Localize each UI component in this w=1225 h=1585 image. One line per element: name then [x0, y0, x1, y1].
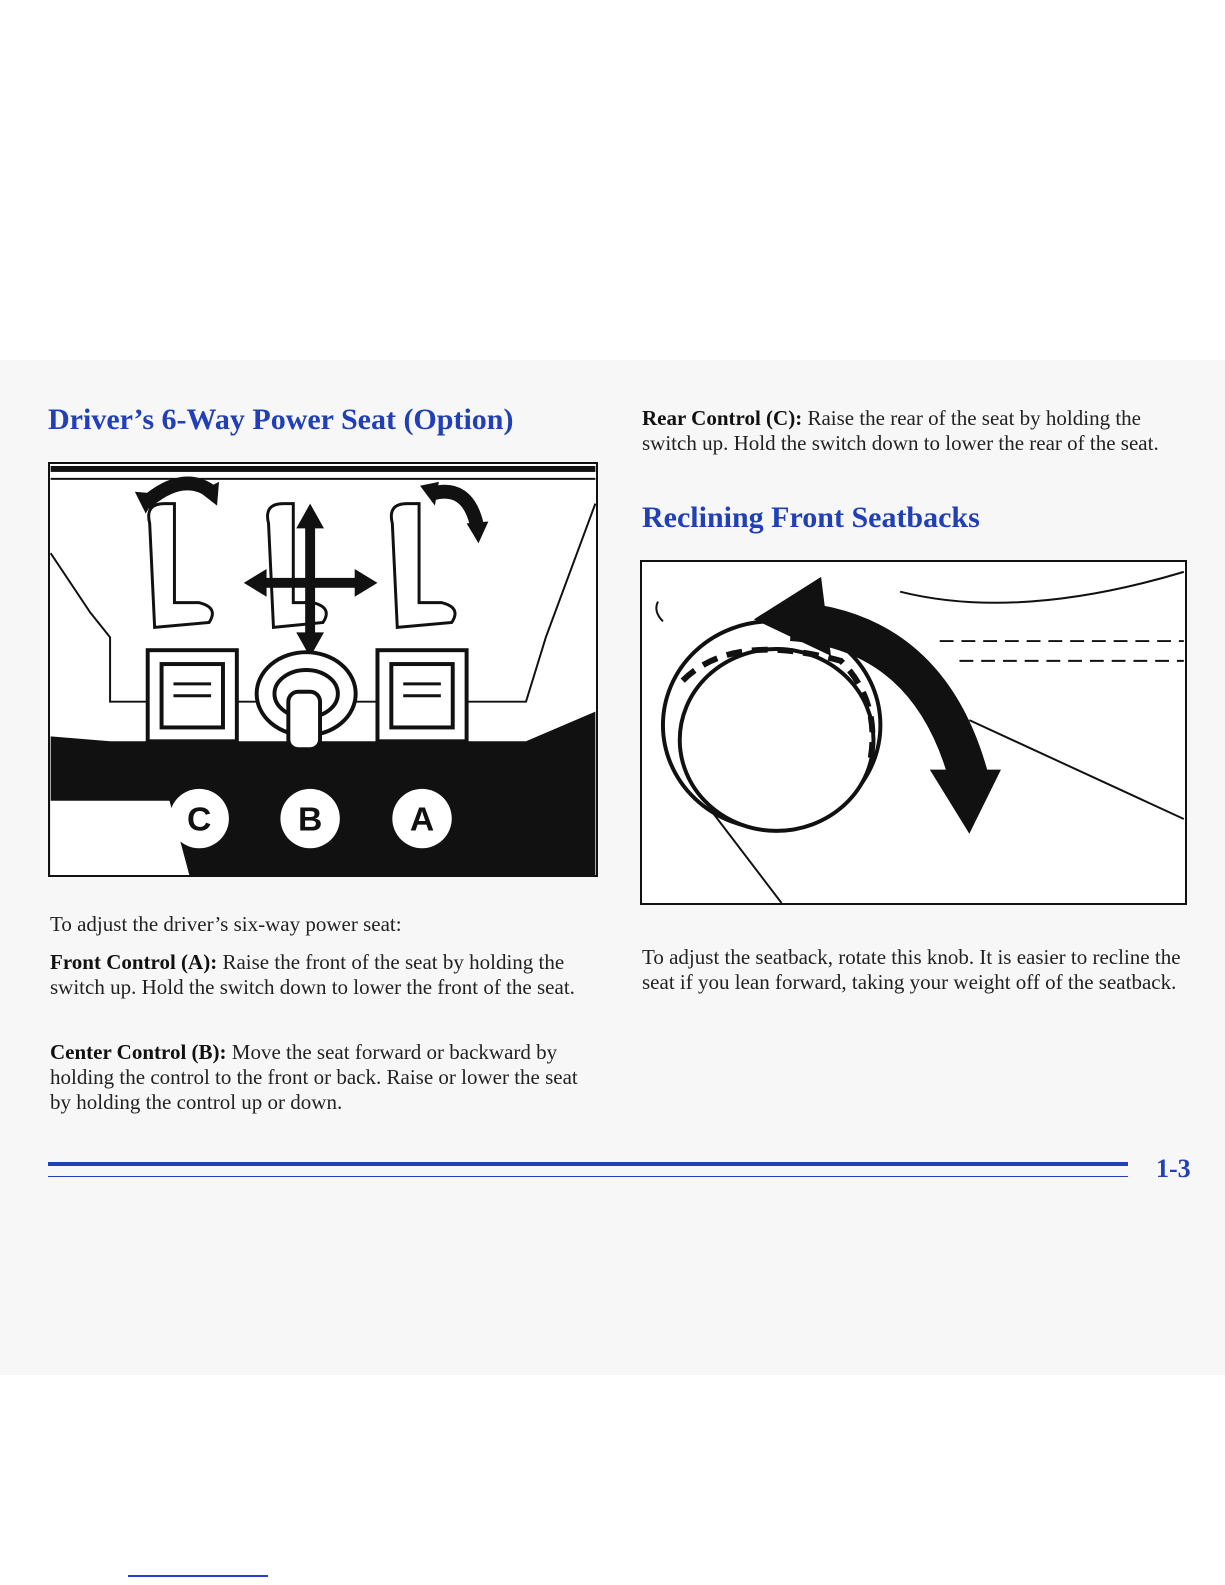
center-control-label: Center Control (B): — [50, 1040, 227, 1064]
power-seat-intro: To adjust the driver’s six-way power seat: — [50, 912, 402, 936]
control-a-label: A — [409, 801, 435, 839]
footer-rule-thin — [48, 1176, 1128, 1177]
control-b-label: B — [297, 801, 323, 839]
rear-control-text: Raise the rear of the seat by holding the switch up. Hold the switch down to lower the rear of the seat. — [642, 406, 1159, 455]
bottom-link-underline — [128, 1575, 268, 1577]
rear-control-label: Rear Control (C): — [642, 406, 803, 430]
front-control-paragraph — [50, 950, 598, 1000]
recline-knob-illustration — [640, 560, 1187, 905]
rear-control-paragraph — [642, 406, 1187, 456]
footer-rule — [48, 1162, 1128, 1166]
power-seat-controls-illustration — [48, 462, 598, 877]
recline-paragraph: To adjust the seatback, rotate this knob. It is easier to recline the seat if you lean forward, taking your weight off of the seatback. — [642, 945, 1181, 994]
power-seat-heading: Driver’s 6-Way Power Seat (Option) — [48, 403, 514, 436]
control-label-badges — [169, 789, 451, 848]
center-control-paragraph — [50, 1040, 598, 1115]
power-seat-drawing — [50, 464, 596, 875]
recline-knob-drawing — [642, 562, 1185, 903]
front-control-label: Front Control (A): — [50, 950, 218, 974]
center-control-text: Move the seat forward or backward by holding the control to the front or back. Raise or lower the seat by holding the control up or down. — [50, 1040, 578, 1114]
reclining-seatbacks-heading: Reclining Front Seatbacks — [642, 501, 980, 534]
front-control-text: Raise the front of the seat by holding the switch up. Hold the switch down to lower the front of the seat. — [50, 950, 575, 999]
control-c-label: C — [187, 801, 212, 839]
page-number: 1-3 — [1156, 1154, 1191, 1183]
